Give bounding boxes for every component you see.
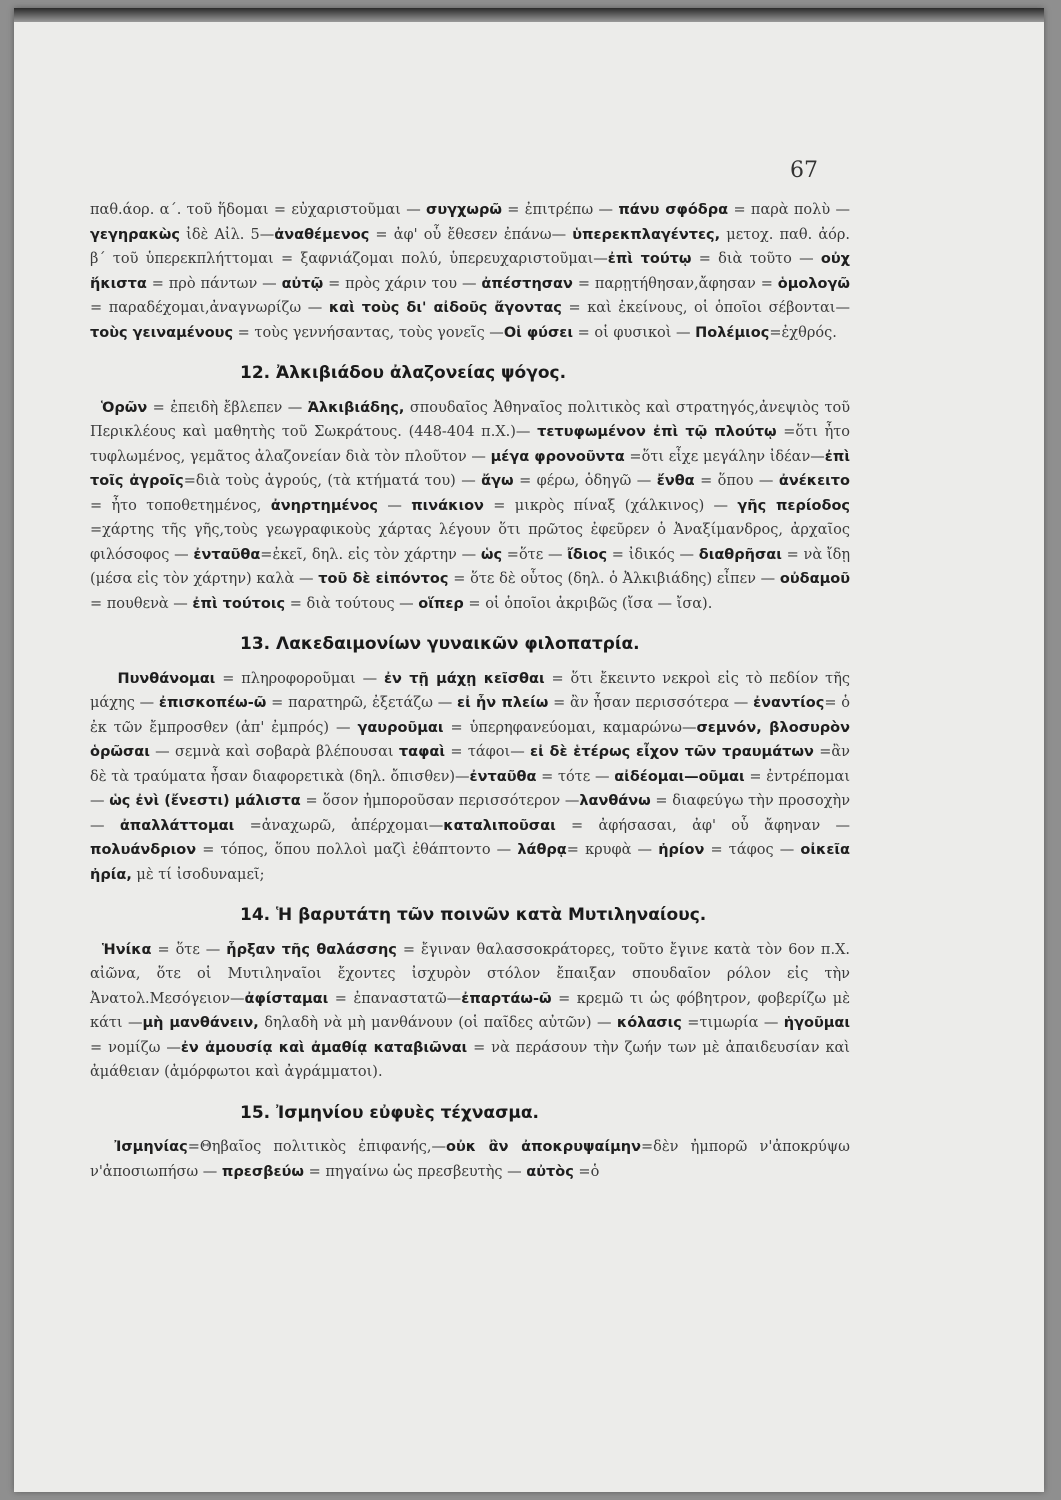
section-heading-13: 13. Λακεδαιμονίων γυναικῶν φιλοπατρία. — [240, 634, 640, 654]
section-heading-12: 12. Ἀλκιβιάδου ἀλαζονείας ψόγος. — [240, 363, 567, 383]
section-heading-14: 14. Ἡ βαρυτάτη τῶν ποινῶν κατὰ Μυτιληναίους. — [240, 905, 707, 925]
page-number: 67 — [790, 158, 818, 183]
book-page — [14, 8, 1044, 1492]
vocabulary-paragraph-12: Ὁρῶν = ἐπειδὴ ἔβλεπεν — Ἀλκιβιάδης, σπουδαῖος Ἀθηναῖος πολιτικὸς καὶ στρατηγός,ἀνεψιὸς τοῦ Περικλέους καὶ μαθητὴς τοῦ Σωκράτους. (448-404 π.Χ.)— τετυφωμένον ἐπὶ τῷ πλούτῳ =ὅτι ἦτο τυφλωμένος, γεμᾶτος ἀλαζονείαν διὰ τὸν πλοῦτον — μέγα φρονοῦντα =ὅτι εἶχε μεγάλην ἰδέαν—ἐπὶ τοῖς ἀγροῖς=διὰ τοὺς ἀγρούς, (τὰ κτήματά του) — ἄγω = φέρω, ὁδηγῶ — ἔνθα = ὅπου — ἀνέκειτο = ἦτο τοποθετημένος, ἀνηρτημένος — πινάκιον = μικρὸς πίναξ (χάλκινος) — γῆς περίοδος =χάρτης τῆς γῆς,τοὺς γεωγραφικοὺς χάρτας λέγουν ὅτι πρῶτος ἐφεῦρεν ὁ Ἀναξίμανδρος, ἀρχαῖος φιλόσοφος — ἐνταῦθα=ἐκεῖ, δηλ. εἰς τὸν χάρτην — ὡς =ὅτε — ἴδιος = ἰδικός — διαθρῆσαι = νὰ ἴδῃ (μέσα εἰς τὸν χάρτην) καλὰ — τοῦ δὲ εἰπόντος = ὅτε δὲ οὗτος (δηλ. ὁ Ἀλκιβιάδης) εἶπεν — οὐδαμοῦ = πουθενὰ — ἐπὶ τούτοις = διὰ τούτους — οἵπερ = οἱ ὁποῖοι ἀκριβῶς (ἴσα — ἴσα). — [90, 399, 851, 612]
vocabulary-paragraph-15: Ἰσμηνίας=Θηβαῖος πολιτικὸς ἐπιφανής,—οὐκ ἂν ἀποκρυψαίμην=δὲν ἠμπορῶ ν'ἀποκρύψω ν'ἀποσιωπήσω — πρεσβεύω = πηγαίνω ὡς πρεσβευτὴς — αὐτὸς =ὁ — [90, 1139, 850, 1180]
section-heading-15: 15. Ἰσμηνίου εὐφυὲς τέχνασμα. — [240, 1102, 539, 1123]
page-text — [90, 198, 850, 1184]
scan-top-edge — [14, 8, 1044, 22]
vocabulary-paragraph-13: Πυνθάνομαι = πληροφοροῦμαι — ἐν τῇ μάχῃ κεῖσθαι = ὅτι ἔκειντο νεκροὶ εἰς τὸ πεδίον τῆς μάχης — ἐπισκοπέω-ῶ = παρατηρῶ, ἐξετάζω — εἰ ἦν πλείω = ἂν ἦσαν περισσότερα — ἐναντίος= ὁ ἐκ τῶν ἔμπροσθεν (ἀπ' ἐμπρός) — γαυροῦμαι = ὑπερηφανεύομαι, καμαρώνω—σεμνόν, βλοσυρὸν ὁρῶσαι — σεμνὰ καὶ σοβαρὰ βλέπουσαι ταφαὶ = τάφοι— εἰ δὲ ἑτέρως εἶχον τῶν τραυμάτων =ἂν δὲ τὰ τραύματα ἦσαν διαφορετικὰ (δηλ. ὄπισθεν)—ἐνταῦθα = τότε — αἰδέομαι—οῦμαι = ἐντρέπομαι — ὡς ἐνὶ (ἔνεστι) μάλιστα = ὅσον ἠμποροῦσαν περισσότερον —λανθάνω = διαφεύγω τὴν προσοχὴν— ἀπαλλάττομαι =ἀναχωρῶ, ἀπέρχομαι—καταλιποῦσαι = ἀφήσασαι, ἀφ' οὗ ἄφηναν — πολυάνδριον = τόπος, ὅπου πολλοὶ μαζὶ ἐθάπτοντο — λάθρᾳ= κρυφὰ — ἠρίον = τάφος — οἰκεῖα ἠρία, μὲ τί ἰσοδυναμεῖ; — [90, 670, 851, 883]
vocabulary-paragraph-11: παθ.άορ. α΄. τοῦ ἥδομαι = εὐχαριστοῦμαι — συγχωρῶ = ἐπιτρέπω — πάνυ σφόδρα = παρὰ πολὺ — γεγηρακὼς ἰδὲ Αἰλ. 5—ἀναθέμενος = ἀφ' οὗ ἔθεσεν ἐπάνω— ὑπερεκπλαγέντες, μετοχ. παθ. ἀόρ. β΄ τοῦ ὑπερεκπλήττομαι = ξαφνιάζομαι πολύ, ὑπερευχαριστοῦμαι—ἐπὶ τούτῳ = διὰ τοῦτο — οὐχ ἥκιστα = πρὸ πάντων — αὐτῷ = πρὸς χάριν του — ἀπέστησαν = παρῃτήθησαν,ἄφησαν = ὁμολογῶ = παραδέχομαι,ἀναγνωρίζω — καὶ τοὺς δι' αἰδοῦς ἄγοντας = καὶ ἐκείνους, οἱ ὁποῖοι σέβονται—τοὺς γειναμένους = τοὺς γεννήσαντας, τοὺς γονεῖς —Οἱ φύσει = οἱ φυσικοὶ — Πολέμιος=ἐχθρός. — [90, 202, 850, 341]
vocabulary-paragraph-14: Ἡνίκα = ὅτε — ἦρξαν τῆς θαλάσσης = ἔγιναν θαλασσοκράτορες, τοῦτο ἔγινε κατὰ τὸν 6ον π.Χ. αἰῶνα, ὅτε οἱ Μυτιληναῖοι ἔχοντες ἰσχυρὸν στόλον ἔπαιξαν σπουδαῖον ρόλον εἰς τὴν Ἀνατολ.Μεσόγειον—ἀφίσταμαι = ἐπαναστατῶ—ἐπαρτάω-ῶ = κρεμῶ τι ὡς φόβητρον, φοβερίζω μὲ κάτι —μὴ μανθάνειν, δηλαδὴ νὰ μὴ μανθάνουν (οἱ παῖδες αὐτῶν) — κόλασις =τιμωρία — ἡγοῦμαι = νομίζω —ἐν ἀμουσίᾳ καὶ ἀμαθίᾳ καταβιῶναι = νὰ περάσουν τὴν ζωήν των μὲ ἀπαιδευσίαν καὶ ἀμάθειαν (ἀμόρφωτοι καὶ ἀγράμματοι). — [90, 941, 851, 1080]
